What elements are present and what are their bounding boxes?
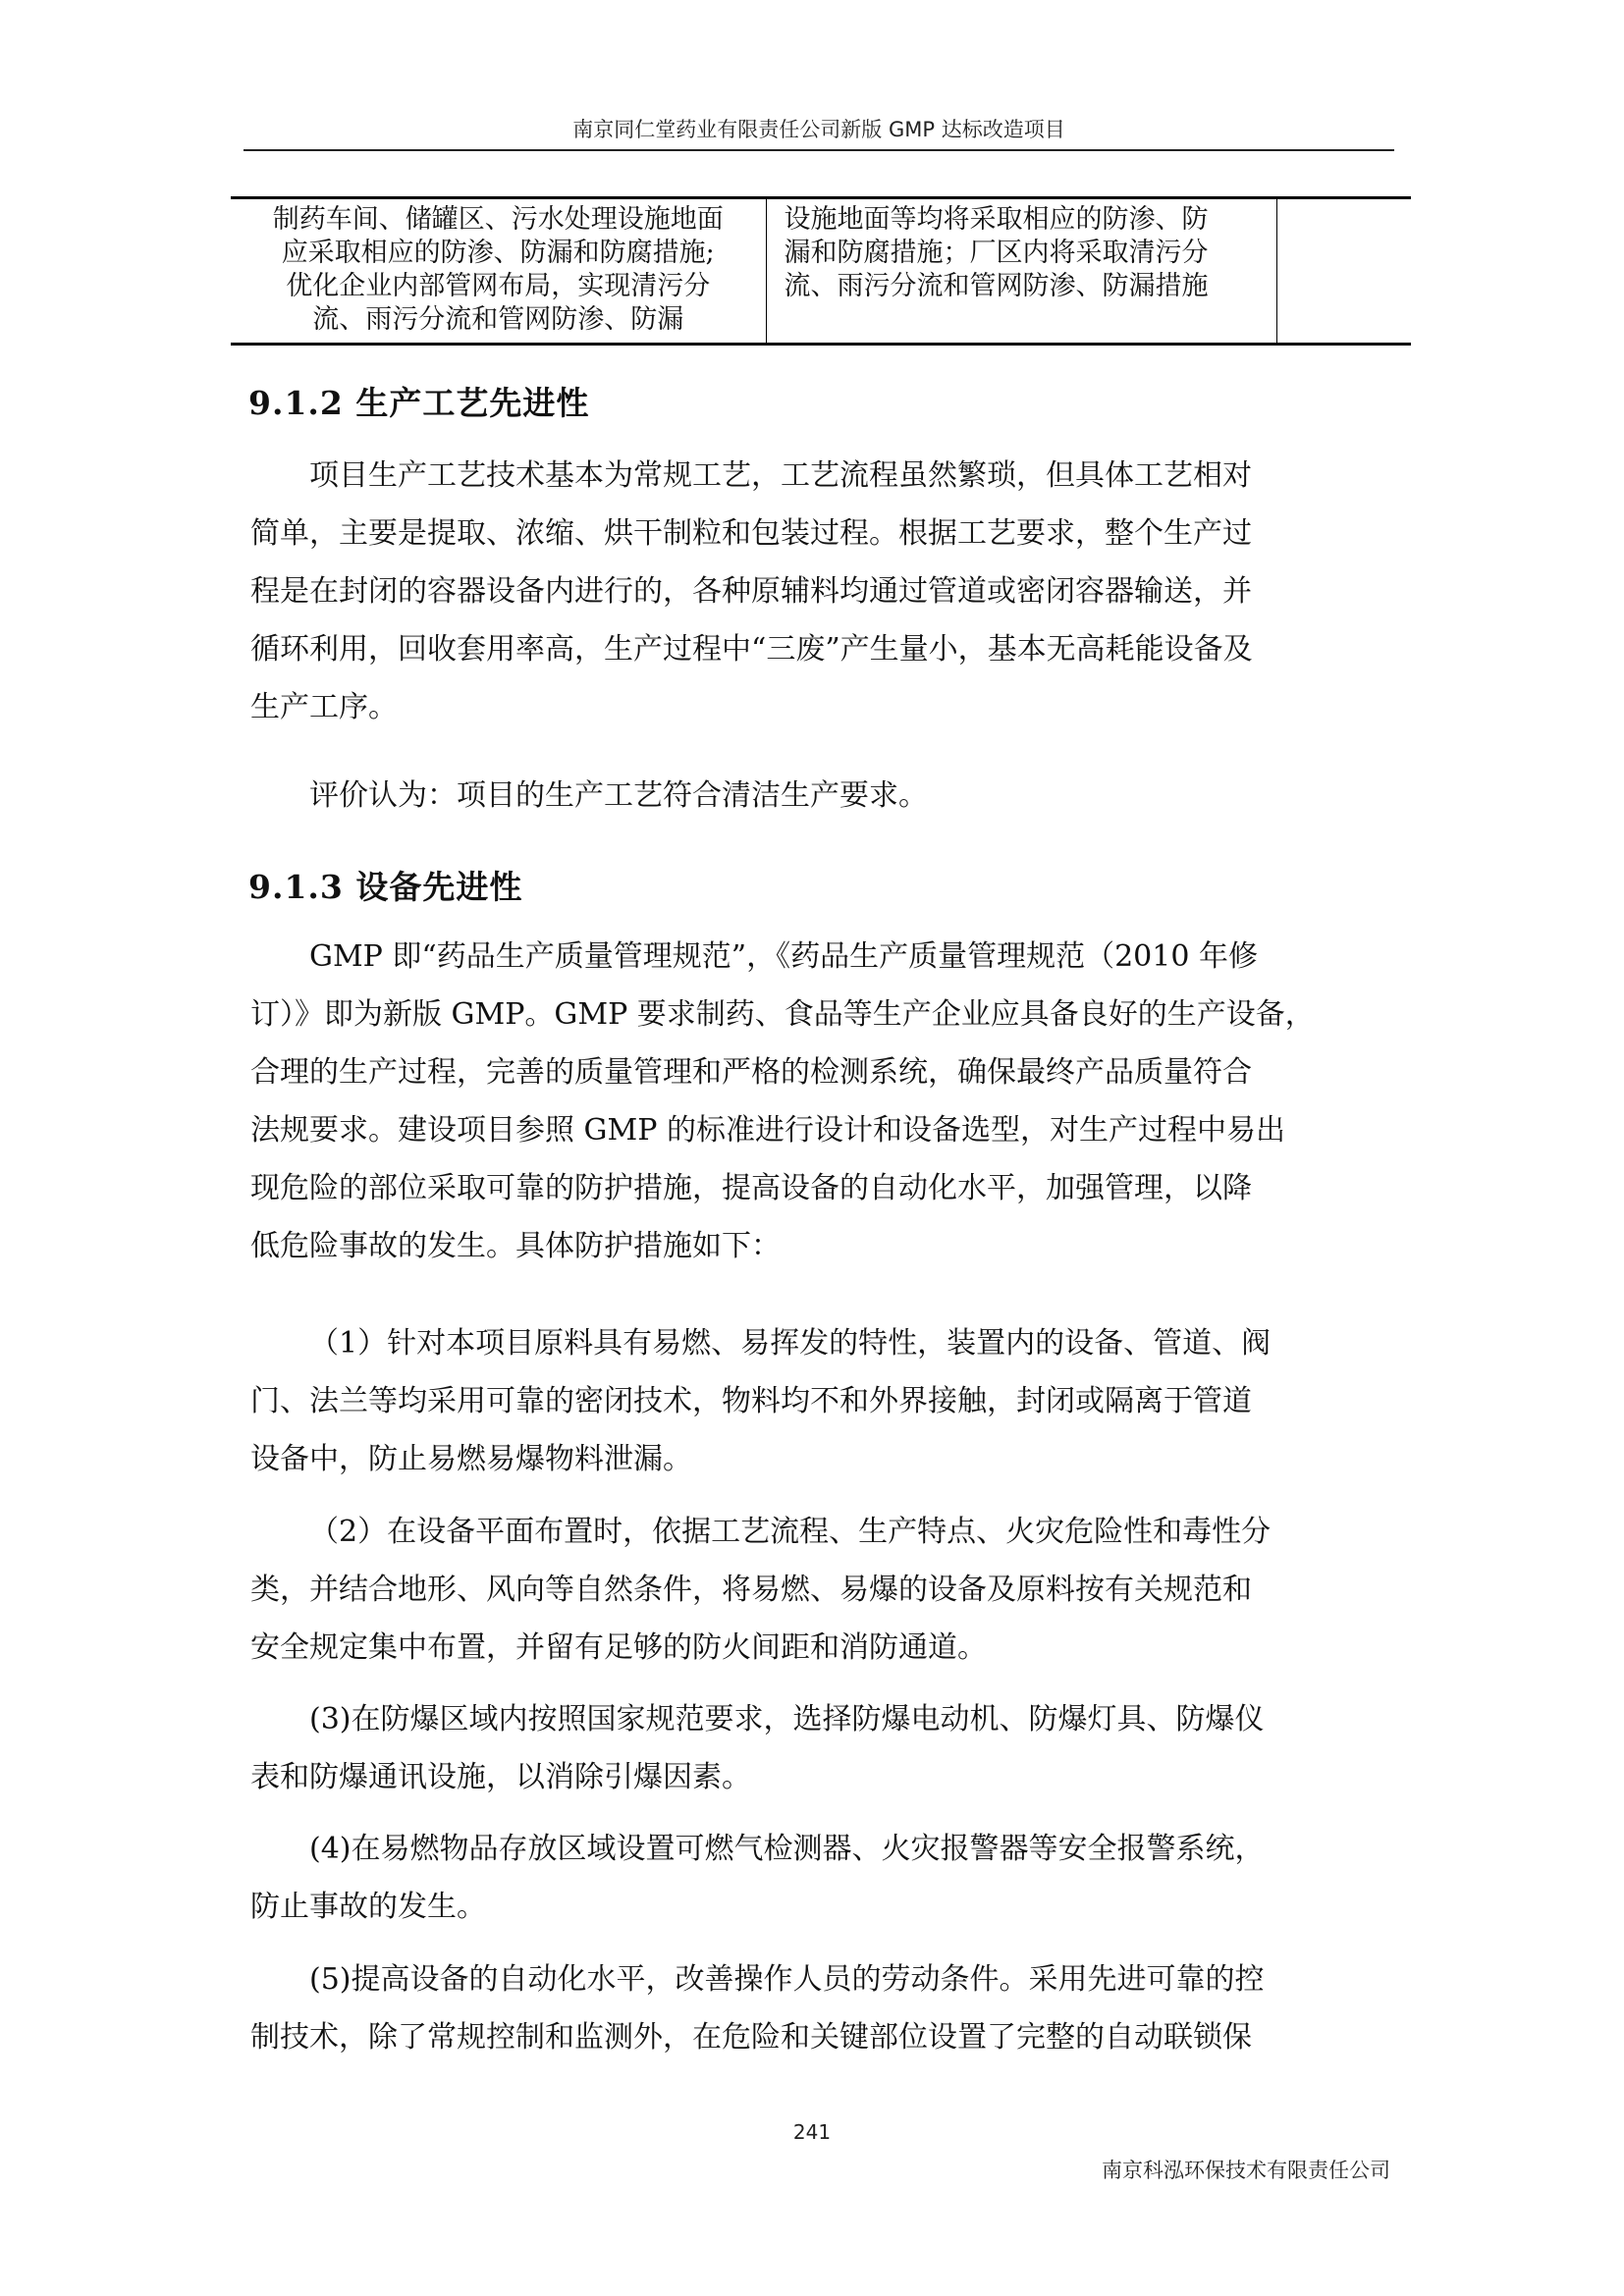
text-line: 合理的生产过程，完善的质量管理和严格的检测系统，确保最终产品质量符合 bbox=[250, 1055, 1252, 1090]
paragraph-913-item4 bbox=[250, 1820, 1393, 1936]
cell-line: 流、雨污分流和管网防渗、防漏措施 bbox=[784, 271, 1209, 301]
text-line: 表和防爆通讯设施，以消除引爆因素。 bbox=[250, 1760, 751, 1794]
table-cell-col2 bbox=[766, 198, 1276, 345]
continued-table bbox=[231, 196, 1411, 346]
cell-line: 漏和防腐措施；厂区内将采取清污分 bbox=[784, 238, 1209, 268]
text-line: 现危险的部位采取可靠的防护措施，提高设备的自动化水平，加强管理，以降 bbox=[250, 1171, 1252, 1205]
cell-line: 优化企业内部管网布局，实现清污分 bbox=[286, 271, 711, 301]
text-line: 设备中，防止易燃易爆物料泄漏。 bbox=[250, 1442, 692, 1476]
paragraph-913-intro bbox=[250, 928, 1393, 1275]
text-line: (3)在防爆区域内按照国家规范要求，选择防爆电动机、防爆灯具、防爆仪 bbox=[309, 1702, 1265, 1736]
page-number: 241 bbox=[792, 2120, 832, 2144]
text-line: 制技术，除了常规控制和监测外，在危险和关键部位设置了完整的自动联锁保 bbox=[250, 2020, 1252, 2055]
text-line: (4)在易燃物品存放区域设置可燃气检测器、火灾报警器等安全报警系统， bbox=[309, 1832, 1265, 1866]
text-line: 安全规定集中布置，并留有足够的防火间距和消防通道。 bbox=[250, 1630, 987, 1665]
paragraph-912-process bbox=[250, 447, 1393, 736]
text-line: 程是在封闭的容器设备内进行的，各种原辅料均通过管道或密闭容器输送，并 bbox=[250, 574, 1252, 609]
text-line: 生产工序。 bbox=[250, 690, 398, 724]
cell-line: 应采取相应的防渗、防漏和防腐措施; bbox=[281, 238, 715, 268]
table-row bbox=[231, 198, 1411, 345]
text-line: （2）在设备平面布置时，依据工艺流程、生产特点、火灾危险性和毒性分 bbox=[309, 1515, 1272, 1549]
text-line: 简单，主要是提取、浓缩、烘干制粒和包装过程。根据工艺要求，整个生产过 bbox=[250, 516, 1252, 551]
text-line: 法规要求。建设项目参照 GMP 的标准进行设计和设备选型，对生产过程中易出 bbox=[250, 1113, 1285, 1148]
paragraph-912-evaluation bbox=[250, 767, 1393, 825]
paragraph-913-item5 bbox=[250, 1950, 1393, 2066]
text-line: 订）》即为新版 GMP。GMP 要求制药、食品等生产企业应具备良好的生产设备， bbox=[250, 997, 1315, 1032]
text-line: 项目生产工艺技术基本为常规工艺，工艺流程虽然繁琐，但具体工艺相对 bbox=[309, 458, 1252, 493]
text-line: 循环利用，回收套用率高，生产过程中“三废”产生量小，基本无高耗能设备及 bbox=[250, 632, 1253, 667]
text-line: 门、法兰等均采用可靠的密闭技术，物料均不和外界接触，封闭或隔离于管道 bbox=[250, 1384, 1252, 1418]
paragraph-913-item3 bbox=[250, 1690, 1393, 1806]
text-line: 防止事故的发生。 bbox=[250, 1890, 486, 1924]
section-heading-912: 9.1.2 生产工艺先进性 bbox=[248, 384, 590, 422]
header-rule bbox=[244, 149, 1394, 151]
section-heading-913: 9.1.3 设备先进性 bbox=[248, 868, 523, 906]
text-line: (5)提高设备的自动化水平，改善操作人员的劳动条件。采用先进可靠的控 bbox=[309, 1962, 1265, 1997]
text-line: GMP 即“药品生产质量管理规范”，《药品生产质量管理规范（2010 年修 bbox=[309, 939, 1258, 974]
text-line: 类，并结合地形、风向等自然条件，将易燃、易爆的设备及原料按有关规范和 bbox=[250, 1573, 1252, 1607]
cell-line: 制药车间、储罐区、污水处理设施地面 bbox=[272, 204, 724, 235]
cell-line: 流、雨污分流和管网防渗、防漏 bbox=[312, 304, 684, 335]
footer-company: 南京科泓环保技术有限责任公司 bbox=[1102, 2159, 1390, 2182]
running-header: 南京同仁堂药业有限责任公司新版 GMP 达标改造项目 bbox=[572, 118, 1065, 141]
table-cell-col3 bbox=[1276, 198, 1411, 345]
cell-line: 设施地面等均将采取相应的防渗、防 bbox=[784, 204, 1209, 235]
text-line: 低危险事故的发生。具体防护措施如下： bbox=[250, 1229, 781, 1263]
text-line: 评价认为：项目的生产工艺符合清洁生产要求。 bbox=[309, 778, 928, 813]
paragraph-913-item2 bbox=[250, 1503, 1393, 1677]
table-cell-col1 bbox=[231, 198, 766, 345]
text-line: （1）针对本项目原料具有易燃、易挥发的特性，装置内的设备、管道、阀 bbox=[309, 1326, 1272, 1361]
paragraph-913-item1 bbox=[250, 1314, 1393, 1488]
